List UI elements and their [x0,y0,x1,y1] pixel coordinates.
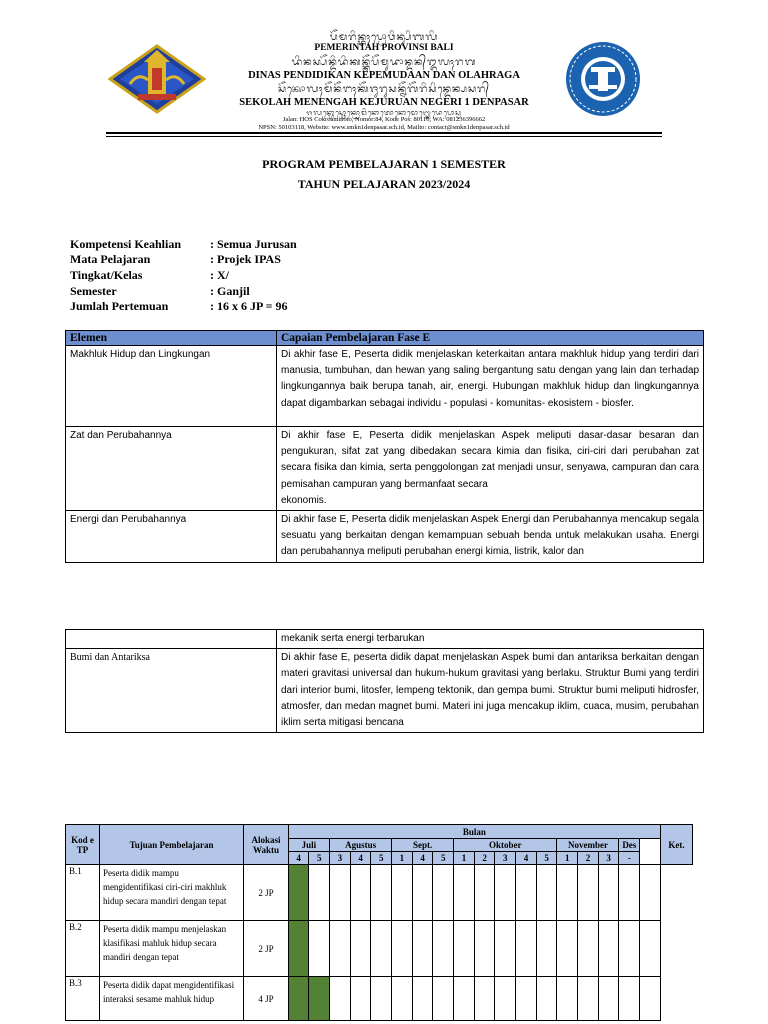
balinese-script-line: ᬚᬮᬦ᭄ᬳᭀᬲ᭄ᬘᭀᬓ᭄ᬭᭀᬫᬶᬦᭀᬢᭀᬦᭀᬫᭀᬭ᭄ᬓᭀᬤᬾᬧᭀᬲ᭄ᬯ [306,109,462,117]
week-cell [371,977,392,1021]
week-cell [516,865,537,921]
week-header: 3 [495,852,516,865]
week-header: 1 [557,852,578,865]
table-header-row [66,331,704,346]
month-header: Juli [288,839,329,852]
capaian-cell: Di akhir fase E, peserta didik dapat menjelaskan Aspek bumi dan antariksa berkaitan dengan materi gravitasi universal dan hukum-hukum gravitasi yang berlaku. Struktur Bumi yang terdiri dari interior bumi, litosfer, lempeng tektonik, dan gempa bumi. Struktur bumi meliputi hidrosfer, atmosfer, dan medan magnet bumi. Materi ini juga mencakup iklim, cuaca, musim, perubahan iklim serta mitigasi bencana [277,649,704,733]
week-cell [412,977,433,1021]
info-row [70,284,250,299]
week-header: 3 [598,852,619,865]
week-cell [412,865,433,921]
week-cell [495,977,516,1021]
week-cell [350,977,371,1021]
table-row [66,865,693,921]
week-cell [433,865,454,921]
week-cell-active [288,865,309,921]
info-label: Tingkat/Kelas [70,268,143,282]
week-cell [309,865,330,921]
info-row [70,237,297,252]
info-label: Kompetensi Keahlian [70,237,182,251]
week-header: 2 [578,852,599,865]
capaian-table [65,330,704,563]
week-cell [495,865,516,921]
week-header: 1 [392,852,413,865]
school-name: SEKOLAH MENENGAH KEJURUAN NEGERI 1 DENPASAR [239,97,529,108]
balinese-script-line: ᬤᬶᬦᬲ᭄ᬧᭂᬦ᭄ᬤᬶᬤᬶᬓᬦ᭄ᬓᭂᬧᭂᬫᬸᬤᬵᬦ᭄ᬤᬦ᭄ᬑᬮᬄᬭᬕ [291,57,477,68]
kode-cell: B.1 [66,865,100,921]
info-row [70,299,288,314]
week-cell [454,921,475,977]
week-cell [454,977,475,1021]
elemen-cell: Energi dan Perubahannya [66,511,277,563]
info-label: Semester [70,284,117,298]
info-value: : Semua Jurusan [210,237,297,251]
table-row [66,346,704,427]
elemen-cell [66,649,277,733]
header-alokasi: Alokasi Waktu [244,825,289,865]
info-value: : 16 x 6 JP = 96 [210,299,288,313]
week-cell-active [288,921,309,977]
month-header: November [557,839,619,852]
letterhead-divider-thin [106,136,662,137]
tujuan-cell: Peserta didik mampu menjelaskan klasifikasi mahluk hidup secara mandiri dengan tepat [99,921,243,977]
week-header: 5 [371,852,392,865]
elemen-text: Bumi dan Antariksa [70,652,150,664]
balinese-script-line: ᬲᭂᬓᭀᬮᬄᬫᭂᬦᭂᬗᬄᬓᭂᬚᬸᬭᬸᬲᬦ᭄ᬦᭂᬕᭂᬭᬶᬲᬶᬦ᭄ᬤᬾᬦ᭄ᬧᬲᬭ᭄ [278,84,490,95]
table-row [66,921,693,977]
capaian-cell: Di akhir fase E, Peserta didik menjelaskan keterkaitan antara makhluk hidup yang terdiri dari manusia, tumbuhan, dan hewan yang saling bergantung satu dengan yang lain dan terhadap lingkungannya baik berupa tanah, air, energi. Hubungan makhluk hidup dan lingkungannya dapat digambarkan sebagai individu - populasi - komunitas- ekosistem - biosfer. [277,346,704,427]
capaian-table-continued [65,629,704,733]
week-cell [392,921,413,977]
week-header: 5 [309,852,330,865]
schedule-table [65,824,693,1021]
week-cell [536,865,557,921]
government-name: PEMERINTAH PROVINSI BALI [314,43,454,53]
info-value: : Projek IPAS [210,252,281,266]
month-header: Agustus [330,839,392,852]
week-header: 3 [330,852,351,865]
week-cell [350,921,371,977]
document-title: PROGRAM PEMBELAJARAN 1 SEMESTER [262,157,506,171]
capaian-text: Di akhir fase E, Peserta didik menjelaskan Aspek meliputi dasar-dasar besaran dan pengukuran, sifat zat yang dibedakan secara kimia dan fisika, ciri-ciri dari perubahan zat secara fisika dan kimia, serta penggolongan zat menjadi unsur, senyawa, campuran dan cara pemisahan campuran yang bermanfaat secara [281,430,699,490]
department-name: DINAS PENDIDIKAN KEPEMUDAAN DAN OLAHRAGA [248,70,520,81]
schedule-header-row [66,825,693,839]
header-elemen: Elemen [66,331,277,346]
month-header: Sept. [392,839,454,852]
week-cell [578,921,599,977]
info-label: Jumlah Pertemuan [70,299,169,313]
week-cell [536,921,557,977]
week-cell-active [288,977,309,1021]
ket-cell [640,977,661,1021]
week-cell [474,977,495,1021]
month-header: Oktober [454,839,557,852]
table-row [66,977,693,1021]
week-header: 4 [516,852,537,865]
week-cell [619,921,640,977]
week-header: 5 [536,852,557,865]
elemen-cell: Makhluk Hidup dan Lingkungan [66,346,277,427]
week-cell [330,977,351,1021]
week-cell [536,977,557,1021]
tujuan-cell: Peserta didik mampu mengidentifikasi ciri-ciri makhluk hidup secara mandiri dengan tepat [99,865,243,921]
header-tujuan: Tujuan Pembelajaran [99,825,243,865]
info-label: Mata Pelajaran [70,252,151,266]
week-header: 5 [433,852,454,865]
school-contact: NPSN: 50103118, Website: www.smkn1denpasar.sch.id, Mailto: contact@smkn1denpasar.sch.id [258,124,510,131]
week-cell [330,865,351,921]
month-header: Des [619,839,640,852]
ket-cell [640,865,661,921]
week-cell [433,921,454,977]
header-bulan: Bulan [288,825,660,839]
capaian-cell [277,427,704,511]
capaian-text-end: ekonomis. [281,494,327,506]
week-cell [371,865,392,921]
kode-cell: B.3 [66,977,100,1021]
week-header: 2 [474,852,495,865]
week-header: 1 [454,852,475,865]
table-row [66,649,704,733]
info-row [70,268,229,283]
school-address: Jalan: HOS Cokroaminoto, Nomor:84, Kode Pos: 80116, WA: 081236396662 [282,116,486,123]
alokasi-cell: 2 JP [244,921,289,977]
capaian-cell: mekanik serta energi terbarukan [277,630,704,649]
kode-cell: B.2 [66,921,100,977]
info-row [70,252,281,267]
week-header: 4 [288,852,309,865]
week-cell-active [309,977,330,1021]
week-cell [309,921,330,977]
balinese-script-line: ᬧᭂᬫᬭᬶᬦ᭄ᬢᬄᬧ᭄ᬭᭀᬯᬶᬦ᭄ᬲᬶᬩᬮᬶ [329,32,439,43]
week-cell [454,865,475,921]
elemen-cell [66,630,277,649]
week-cell [474,921,495,977]
week-header: 4 [350,852,371,865]
week-cell [392,977,413,1021]
week-cell [516,977,537,1021]
table-row [66,511,704,563]
alokasi-cell: 2 JP [244,865,289,921]
elemen-cell: Zat dan Perubahannya [66,427,277,511]
week-cell [557,921,578,977]
week-cell [598,977,619,1021]
week-cell [495,921,516,977]
ket-cell [640,921,661,977]
table-row [66,630,704,649]
week-cell [598,865,619,921]
header-ket: Ket. [660,825,692,865]
week-cell [557,865,578,921]
info-value: : Ganjil [210,284,250,298]
info-value: : X/ [210,268,229,282]
week-cell [350,865,371,921]
week-cell [392,865,413,921]
capaian-cell: Di akhir fase E, Peserta didik menjelaskan Aspek Energi dan Perubahannya mencakup segala sesuatu yang berkaitan dengan kemampuan sebuah benda untuk melakukan usaha. Energi dan perubahannya meliputi perubahan energi kimia, listrik, kalor dan [277,511,704,563]
header-capaian: Capaian Pembelajaran Fase E [277,331,704,346]
week-cell [619,865,640,921]
alokasi-cell: 4 JP [244,977,289,1021]
week-cell [371,921,392,977]
table-row [66,427,704,511]
week-cell [474,865,495,921]
document-subtitle: TAHUN PELAJARAN 2023/2024 [297,177,471,191]
week-cell [516,921,537,977]
week-cell [412,921,433,977]
week-cell [330,921,351,977]
week-cell [619,977,640,1021]
week-cell [578,977,599,1021]
week-cell [433,977,454,1021]
letterhead-divider [106,132,662,134]
week-cell [557,977,578,1021]
week-header: 4 [412,852,433,865]
header-kode: Kod e TP [66,825,100,865]
week-cell [578,865,599,921]
week-cell [598,921,619,977]
tujuan-cell: Peserta didik dapat mengidentifikasi interaksi sesame mahluk hidup [99,977,243,1021]
week-header: - [619,852,640,865]
